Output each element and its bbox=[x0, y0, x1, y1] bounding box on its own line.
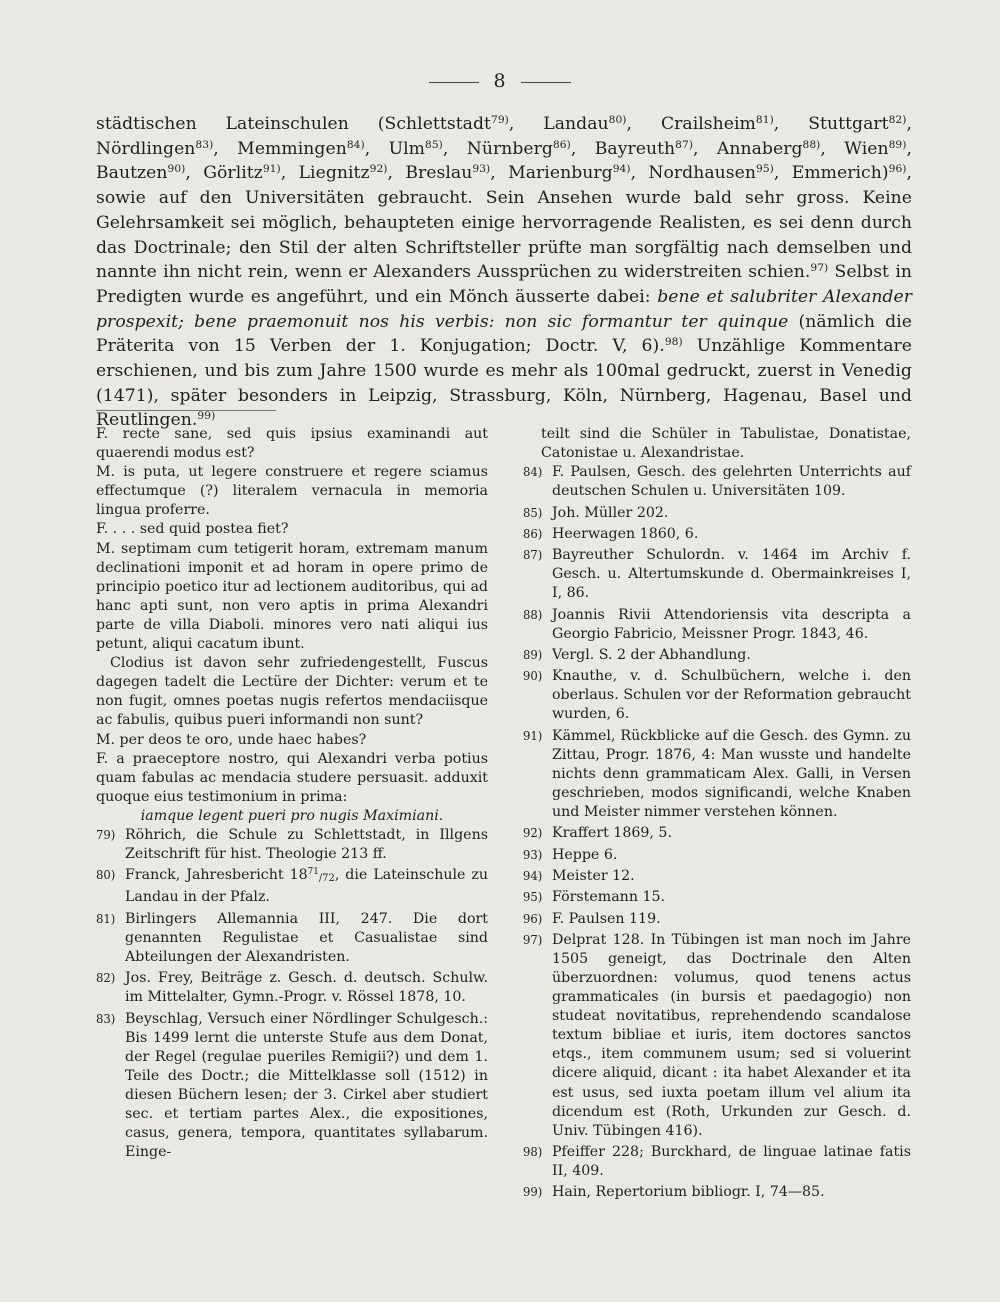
dialogue-line: F. . . . sed quid postea fiet? bbox=[96, 521, 289, 538]
header-rule-left bbox=[429, 82, 479, 83]
footnote-95 bbox=[523, 888, 911, 907]
main-paragraph bbox=[96, 112, 912, 433]
footnote-text: F. Paulsen, Gesch. des gelehrten Unterrichts auf deutschen Schulen u. Universitäten 109. bbox=[552, 464, 911, 500]
footnote-number: 93) bbox=[523, 847, 543, 862]
footnote-number: 81) bbox=[96, 911, 116, 926]
footnote-ref-90: 90) bbox=[167, 162, 186, 176]
footnote-number: 99) bbox=[523, 1185, 543, 1200]
footnote-number: 91) bbox=[523, 728, 543, 743]
footnote-ref-82: 82) bbox=[888, 113, 907, 127]
footnote-ref-91: 91) bbox=[262, 162, 281, 176]
text-segment: , Nordhausen bbox=[630, 163, 756, 184]
text-segment: , sowie auf den Universitäten gebraucht. Sein Ansehen wurde bald sehr gross. Keine Gelehrsamkeit sei möglich, behaupteten einige hervorragende Realisten, es sei denn durch das Doctrinale; den Stil der alten Schriftsteller prüfte man sorgfältig nach demselben und nannte ihn nicht rein, wenn er Alexanders Aussprüchen zu widerstreiten schien. bbox=[96, 163, 912, 283]
text-segment: Selbst in Predigten wurde es angeführt, und ein Mönch äusserte dabei: bbox=[96, 262, 912, 307]
footnote-ref-79: 79) bbox=[490, 113, 509, 127]
text-segment: , Stuttgart bbox=[773, 114, 889, 134]
footnote-ref-92: 92) bbox=[369, 162, 388, 176]
footnote-92 bbox=[523, 824, 911, 843]
footnote-99 bbox=[523, 1183, 911, 1202]
footnote-number: 94) bbox=[523, 868, 543, 883]
footnote-text: Bayreuther Schulordn. v. 1464 im Archiv f. Gesch. u. Altertumskunde d. Obermainkreises I, I, 86. bbox=[552, 547, 911, 602]
text-segment: , Nürnberg bbox=[442, 138, 553, 159]
footnote-text: Vergl. S. 2 der Abhandlung. bbox=[552, 646, 751, 663]
footnote-ref-81: 81) bbox=[755, 113, 774, 127]
dialogue-line: M. is puta, ut legere construere et regere sciamus effectumque (?) literalem vernacula in memoria lingua proferre. bbox=[96, 464, 488, 519]
footnote-91 bbox=[523, 727, 911, 822]
footnote-text: Beyschlag, Versuch einer Nördlinger Schulgesch.: Bis 1499 lernt die unterste Stufe aus dem Donat, der Regel (regulae pueriles Remigii?) und dem 1. Teile des Doctr.; die Mittelklasse soll (1512) in diesen Büchern lesen; der 3. Cirkel aber studiert sec. et tertiam partes Alex., die expositiones, casus, genera, tempora, quantitates syllabarum. Einge- bbox=[125, 1010, 488, 1161]
dialogue-line: Clodius ist davon sehr zufriedengestellt, Fuscus dagegen tadelt die Lectüre der Dichter: verum et te non fugit, omnes poetas nugis refertos mendaciisque ac fabulis, quibus pueri informandi non sunt? bbox=[96, 655, 488, 729]
footnote-ref-85: 85) bbox=[425, 137, 443, 151]
footnote-number: 87) bbox=[523, 548, 543, 563]
latin-quote: bene et salubriter Alexander prospexit; bene praemonuit nos his verbis: non sic formantur ter quinque bbox=[96, 286, 912, 332]
footnote-text: Birlingers Allemannia III, 247. Die dort genannten Regulistae et Casualistae sind Abteilungen der Alexandristen. bbox=[125, 910, 488, 965]
year-sup: 71 bbox=[307, 867, 319, 878]
footnote-81 bbox=[96, 910, 488, 967]
footnote-number: 83) bbox=[96, 1011, 116, 1026]
dialogue-line: F. recte sane, sed quis ipsius examinandi aut quaerendi modus est? bbox=[96, 426, 488, 462]
footnote-text: Kämmel, Rückblicke auf die Gesch. des Gymn. zu Zittau, Progr. 1876, 4: Man wusste und handelte nichts denn grammaticam Alex. Galli, in Versen geschrieben, modos significandi, welche Knaben und Meister nimmer verstehen können. bbox=[552, 727, 911, 821]
text-segment: , Nördlingen bbox=[96, 114, 912, 159]
footnote-text: Röhrich, die Schule zu Schlettstadt, in Illgens Zeitschrift für hist. Theologie 213 ff. bbox=[125, 826, 488, 863]
footnote-98 bbox=[523, 1143, 911, 1181]
text-segment: , Breslau bbox=[387, 163, 473, 184]
text-segment: , Memmingen bbox=[213, 138, 347, 159]
footnote-number: 86) bbox=[523, 526, 543, 541]
footnote-text: Joh. Müller 202. bbox=[552, 504, 669, 521]
footnote-text: F. Paulsen 119. bbox=[552, 910, 661, 927]
header-rule-right bbox=[521, 82, 571, 83]
dialogue-line: M. per deos te oro, unde haec habes? bbox=[96, 731, 367, 748]
footnote-text: Heerwagen 1860, 6. bbox=[552, 525, 699, 542]
footnote-number: 79) bbox=[96, 827, 116, 842]
footnote-ref-84: 84) bbox=[346, 137, 365, 151]
text-segment: , Bautzen bbox=[96, 138, 912, 184]
footnote-93 bbox=[523, 846, 911, 865]
footnote-text: Kraffert 1869, 5. bbox=[552, 825, 672, 842]
footnote-number: 89) bbox=[523, 647, 543, 662]
footnote-86 bbox=[523, 525, 911, 544]
footnote-85 bbox=[523, 504, 911, 523]
footnote-text: Meister 12. bbox=[552, 867, 635, 884]
footnote-90 bbox=[523, 667, 911, 724]
text-segment: städtischen Lateinschulen (Schlettstadt bbox=[96, 114, 491, 134]
footnote-number: 84) bbox=[523, 465, 543, 480]
footnote-number: 97) bbox=[523, 932, 543, 947]
footnote-text: Joannis Rivii Attendoriensis vita descripta a Georgio Fabricio, Meissner Progr. 1843, 46. bbox=[552, 606, 911, 642]
main-text bbox=[96, 112, 912, 433]
footnote-number: 96) bbox=[523, 911, 543, 926]
text-segment: , Liegnitz bbox=[280, 163, 370, 184]
footnote-ref-95: 95) bbox=[755, 162, 774, 176]
footnote-ref-99: 99) bbox=[197, 409, 216, 423]
footnote-text: , die Lateinschule zu Landau in der Pfalz. bbox=[125, 867, 489, 906]
footnote-text: Hain, Repertorium bibliogr. I, 74—85. bbox=[552, 1184, 825, 1201]
footnote-ref-98: 98) bbox=[664, 335, 683, 349]
footnote-87 bbox=[523, 546, 911, 603]
footnote-continuation: teilt sind die Schüler in Tabulistae, Donatistae, Catonistae u. Alexandristae. bbox=[541, 426, 911, 462]
footnote-88 bbox=[523, 606, 911, 644]
footnote-ref-97: 97) bbox=[810, 261, 829, 275]
text-segment: , Wien bbox=[820, 138, 889, 159]
text-segment: , Marienburg bbox=[490, 163, 613, 184]
footnote-82 bbox=[96, 969, 488, 1007]
footnote-79 bbox=[96, 826, 488, 864]
footnote-ref-86: 86) bbox=[552, 137, 571, 151]
latin-verse: iamque legent pueri pro nugis Maximiani. bbox=[140, 807, 444, 824]
footnote-number: 88) bbox=[523, 607, 543, 622]
footnote-ref-96: 96) bbox=[888, 162, 907, 176]
footnote-number: 80) bbox=[96, 868, 116, 883]
page-header bbox=[0, 70, 1000, 92]
footnote-text: Förstemann 15. bbox=[552, 889, 666, 906]
footnotes-right-column bbox=[523, 425, 911, 1205]
footnote-ref-93: 93) bbox=[472, 162, 491, 176]
footnote-97 bbox=[523, 931, 911, 1141]
footnote-80 bbox=[96, 866, 488, 907]
text-segment: , Emmerich) bbox=[773, 163, 889, 184]
footnote-number: 85) bbox=[523, 505, 543, 520]
footnote-ref-94: 94) bbox=[612, 162, 631, 176]
footnote-96 bbox=[523, 910, 911, 929]
footnote-ref-88: 88) bbox=[802, 137, 821, 151]
footnote-ref-89: 89) bbox=[888, 137, 907, 151]
footnote-text: Franck, Jahresbericht 18 bbox=[125, 867, 308, 884]
footnote-number: 92) bbox=[523, 826, 543, 841]
text-segment: Unzählige Kommentare erschienen, und bis zum Jahre 1500 wurde es mehr als 100mal gedruckt, zuerst in Venedig (1471), später besonders in Leipzig, Strassburg, Köln, Nürnberg, Hagenau, Basel und Reutlingen. bbox=[96, 336, 912, 431]
footnote-84 bbox=[523, 463, 911, 501]
footnote-text: Heppe 6. bbox=[552, 846, 618, 863]
footnote-text: Jos. Frey, Beiträge z. Gesch. d. deutsch. Schulw. im Mittelalter, Gymn.-Progr. v. Rössel 1878, 10. bbox=[125, 970, 488, 1006]
footnote-text: Delprat 128. In Tübingen ist man noch im Jahre 1505 geneigt, das Doctrinale den Alten überzuordnen: volumus, quod tenens actus grammaticales (in bursis et paedagogio) non studeat novitatibus, reprehendendo scandalose textum bibliae et iuris, item doctores sanctos etqs., item communem usum; sed si voluerint dicere aliquid, dicant : ita habet Alexander et ita est usus, sed iuxta poetam illum vel alium ita dicendum est (Roth, Urkunden zur Gesch. d. Univ. Tübingen 416). bbox=[552, 931, 911, 1139]
footnote-number: 90) bbox=[523, 669, 543, 684]
footnote-ref-80: 80) bbox=[608, 113, 627, 127]
text-segment: , Bayreuth bbox=[570, 138, 676, 159]
dialogue-line: M. septimam cum tetigerit horam, extremam manum declinationi imponit et ad horam in opere primo de principio poetico itur ad lectionem auditoribus, qui ad hanc apti sunt, non vero aptis in prima Alexandri parte de villa Diaboli. minores vero nati aliqui ius petunt, aliqui cacatum ibunt. bbox=[96, 540, 488, 653]
text-segment: , Görlitz bbox=[185, 163, 263, 184]
year-sub: /72 bbox=[318, 873, 335, 885]
page-number: 8 bbox=[493, 70, 507, 92]
text-segment: , Landau bbox=[508, 114, 609, 134]
footnote-number: 98) bbox=[523, 1145, 543, 1159]
footnotes-left-column bbox=[96, 425, 488, 1164]
footnote-83 bbox=[96, 1010, 488, 1163]
footnote-89 bbox=[523, 646, 911, 665]
footnote-94 bbox=[523, 867, 911, 886]
text-segment: , Annaberg bbox=[693, 138, 803, 159]
text-segment: , Crailsheim bbox=[626, 114, 756, 134]
footnote-number: 95) bbox=[523, 890, 543, 905]
dialogue-line: F. a praeceptore nostro, qui Alexandri verba potius quam fabulas ac mendacia studere persuasit. adduxit quoque eius testimonium in prima: bbox=[96, 750, 488, 805]
text-segment: (nämlich die Präterita von 15 Verben der 1. Konjugation; Doctr. V, 6). bbox=[96, 311, 912, 357]
footnote-text: Knauthe, v. d. Schulbüchern, welche i. den oberlaus. Schulen vor der Reformation gebraucht wurden, 6. bbox=[552, 668, 911, 723]
footnote-separator bbox=[96, 410, 276, 411]
footnote-ref-87: 87) bbox=[675, 137, 694, 151]
footnote-number: 82) bbox=[96, 971, 116, 986]
text-segment: , Ulm bbox=[364, 138, 426, 159]
footnote-text: Pfeiffer 228; Burckhard, de linguae latinae fatis II, 409. bbox=[552, 1144, 911, 1180]
footnote-ref-83: 83) bbox=[195, 137, 214, 151]
